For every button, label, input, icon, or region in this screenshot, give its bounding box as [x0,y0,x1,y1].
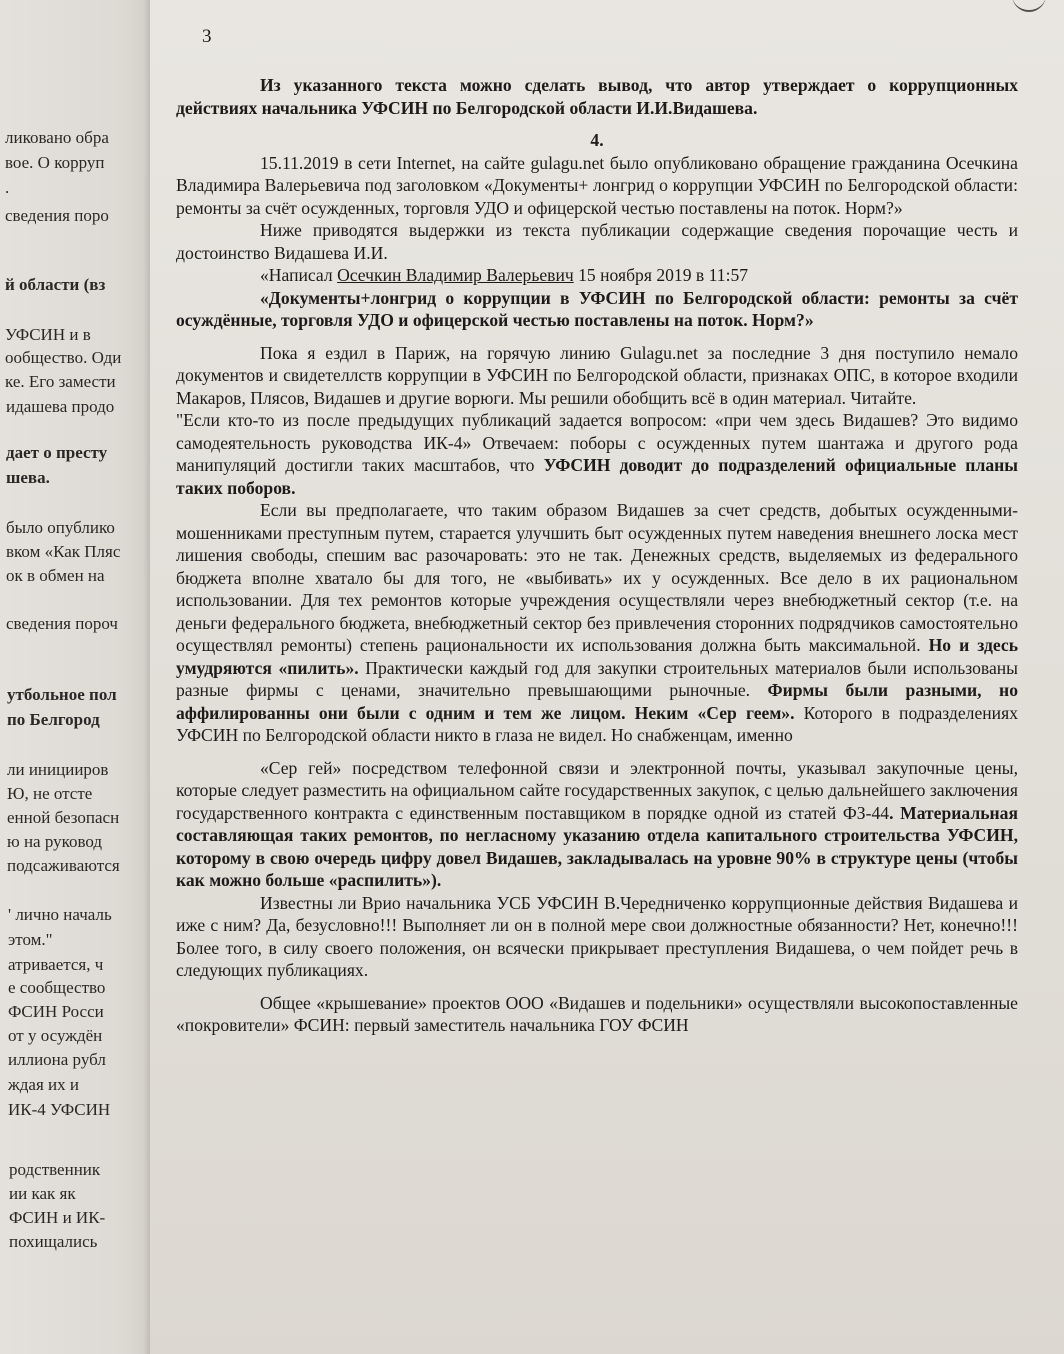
author-line-prefix: «Написал [260,265,338,285]
underlying-page-line: ок в обмен на [6,566,105,585]
underlying-page-line: идашева продо [6,397,115,416]
underlying-page-line: УФСИН и в [5,325,91,344]
paragraph-repairs [176,499,1018,747]
question-text: "Если кто-то из после предыдущих публикаций задается вопросом: «при чем здесь Видашев? Это видимо самодеятельность руководства ИК-4» Отвечаем: поборы с осужденных путем шантажа и другого рода манипуляций достигли таких масштабов, что [176,410,1018,475]
underlying-page-line: подсаживаются [7,856,120,875]
paragraph-excerpts-intro: Ниже приводятся выдержки из текста публикации содержащие сведения порочащие честь и достоинство Видашева И.И. [176,220,1018,263]
repairs-text-3: Которого в подразделениях УФСИН по Белгородской области никто в глаза не видел. Но снабженцам, именно [176,702,1018,745]
underlying-page-line: вком «Как Пляс [6,542,121,561]
prices-bold: . Материальная составляющая таких ремонтов, по негласному указанию отдела капитального строительства УФСИН, которому в свою очередь цифру довел Видашев, закладывалась на уровне 90% в структуре цены (чтобы как можно больше «распилить»). [176,802,1018,890]
paragraph-cover: Общее «крышевание» проектов ООО «Видашев и подельники» осуществляли высокопоставленные «покровители» ФСИН: первый заместитель начальника ГОУ ФСИН [176,992,1018,1035]
repairs-bold-2: Фирмы были разными, но аффилированны они были с одним и тем же лицом. Неким «Сер геем». [176,680,1018,723]
underlying-page-line: ФСИН Росси [8,1002,104,1021]
underlying-page-line: этом." [8,930,53,949]
paragraph-quoted-title: «Документы+лонгрид о коррупции в УФСИН по Белгородской области: ремонты за счёт осуждённые, торговля УДО и офицерской честью поставлены на поток. Норм?» [176,287,1018,330]
underlying-page-line: родственник [9,1160,101,1179]
underlying-page-line: ликовано обра [5,128,109,147]
underlying-page-line: Ю, не отсте [7,784,93,803]
underlying-page-line: ли иницииров [7,760,109,779]
paragraph-publication: 15.11.2019 в сети Internet, на сайте gulagu.net было опубликовано обращение гражданина Осечкина Владимира Валерьевича под заголовком «Документы+ лонгрид о коррупции УФСИН по Белгородской области: ремонты за счёт осужденных, торговля УДО и офицерской честью поставлены на поток. Норм?» [176,152,1018,218]
paragraph-question [176,409,1018,499]
paragraph-conclusion: Из указанного текста можно сделать вывод, что автор утверждает о коррупционных действиях начальника УФСИН по Белгородской области И.И.Видашева. [176,75,1018,118]
author-line-date: 15 ноября 2019 в 11:57 [573,265,749,285]
paragraph-prices [176,757,1018,892]
underlying-page-line: ке. Его замести [5,372,116,391]
underlying-page-line: похищались [9,1232,98,1251]
author-name: Осечкин Владимир Валерьевич [337,265,574,285]
page-number: 3 [202,26,212,47]
paragraph-hotline: Пока я ездил в Париж, на горячую линию Gulagu.net за последние 3 дня поступило немало документов и свидетеллств коррупции в УФСИН по Белгородской области, признаках ОПС, в которое входили Макаров, Плясов, Видашев и другие ворюги. Мы решили обобщить всё в один материал. Читайте. [176,342,1018,408]
underlying-page-line: по Белгород [7,710,100,729]
underlying-page-line: . [5,178,10,197]
underlying-page-line: е сообщество [8,978,106,997]
paragraph-author-line [176,264,1018,287]
underlying-page-line: сведения пороч [6,614,118,633]
underlying-page-line: шева. [6,468,50,487]
underlying-page-line: дает о престу [6,443,108,462]
underlying-page-line: сведения поро [5,206,109,225]
underlying-page-line: й области (вз [5,275,106,294]
underlying-page-line: атривается, ч [8,955,104,974]
underlying-page-line: иллиона рубл [8,1050,106,1069]
underlying-page-line: утбольное пол [7,685,117,704]
underlying-page-line: ообщество. Оди [5,348,122,367]
section-number: 4. [590,130,604,150]
repairs-bold-1: Но и здесь умудряются «пилить». [176,635,1018,678]
document-page [150,0,1064,1354]
underlying-page-line: енной безопасн [7,808,120,827]
pen-mark [1012,0,1046,12]
underlying-page-line: от у осуждён [8,1026,103,1045]
underlying-page-line: было опублико [6,518,115,537]
underlying-page-line: ФСИН и ИК- [9,1208,106,1227]
underlying-page-line: ю на руковод [7,832,103,851]
underlying-page-line: ждая их и [8,1075,79,1094]
underlying-page-line: вое. О корруп [5,153,105,172]
document-body [176,74,1018,1037]
underlying-page-line: ИК-4 УФСИН [8,1100,111,1119]
paragraph-usb: Известны ли Врио начальника УСБ УФСИН В.Чередниченко коррупционные действия Видашева и иже с ним? Да, безусловно!!! Выполняет ли он в полной мере свои должностные обязанности? Нет, конечно!!! Более того, в силу своего положения, он всячески прикрывает преступления Видашева, о чем пойдет речь в следующих публикациях. [176,892,1018,980]
question-bold: УФСИН доводит до подразделений официальные планы таких поборов. [176,455,1018,498]
repairs-text: Если вы предполагаете, что таким образом Видашев за счет средств, добытых осужденными-мошенниками преступным путем, старается улучшить быт осужденных путем наведения внешнего лоска мест лишения свободы, спешим вас разочаровать: это не так. Денежных средств, выделяемых из федерального бюджета вполне хватало бы для того, не «выбивать» их у осужденных. Все дело в их рациональном использовании. Для тех ремонтов которые учреждения осуществляли через внебюджетный сектор (т.е. на деньги федерального бюджета, внебюджетный сектор без привлечения сторонних подрядчиков самостоятельно осуществлял ремонты) степень рациональности их использования должна быть максимальной. [176,500,1018,655]
prices-text: «Сер гей» посредством телефонной связи и электронной почты, указывал закупочные цены, которые следует разместить на официальном сайте государственных закупок, с целью дальнейшего заключения государственного контракта с единственным поставщиком в порядке одной из статей ФЗ-44 [176,757,1018,823]
underlying-page-line: ии как як [9,1184,76,1203]
repairs-text-2: Практически каждый год для закупки строительных материалов были использованы разные фирмы с ценами, значительно превышающими рыночные. [176,657,1018,700]
underlying-page-line: ' лично началь [8,905,112,924]
